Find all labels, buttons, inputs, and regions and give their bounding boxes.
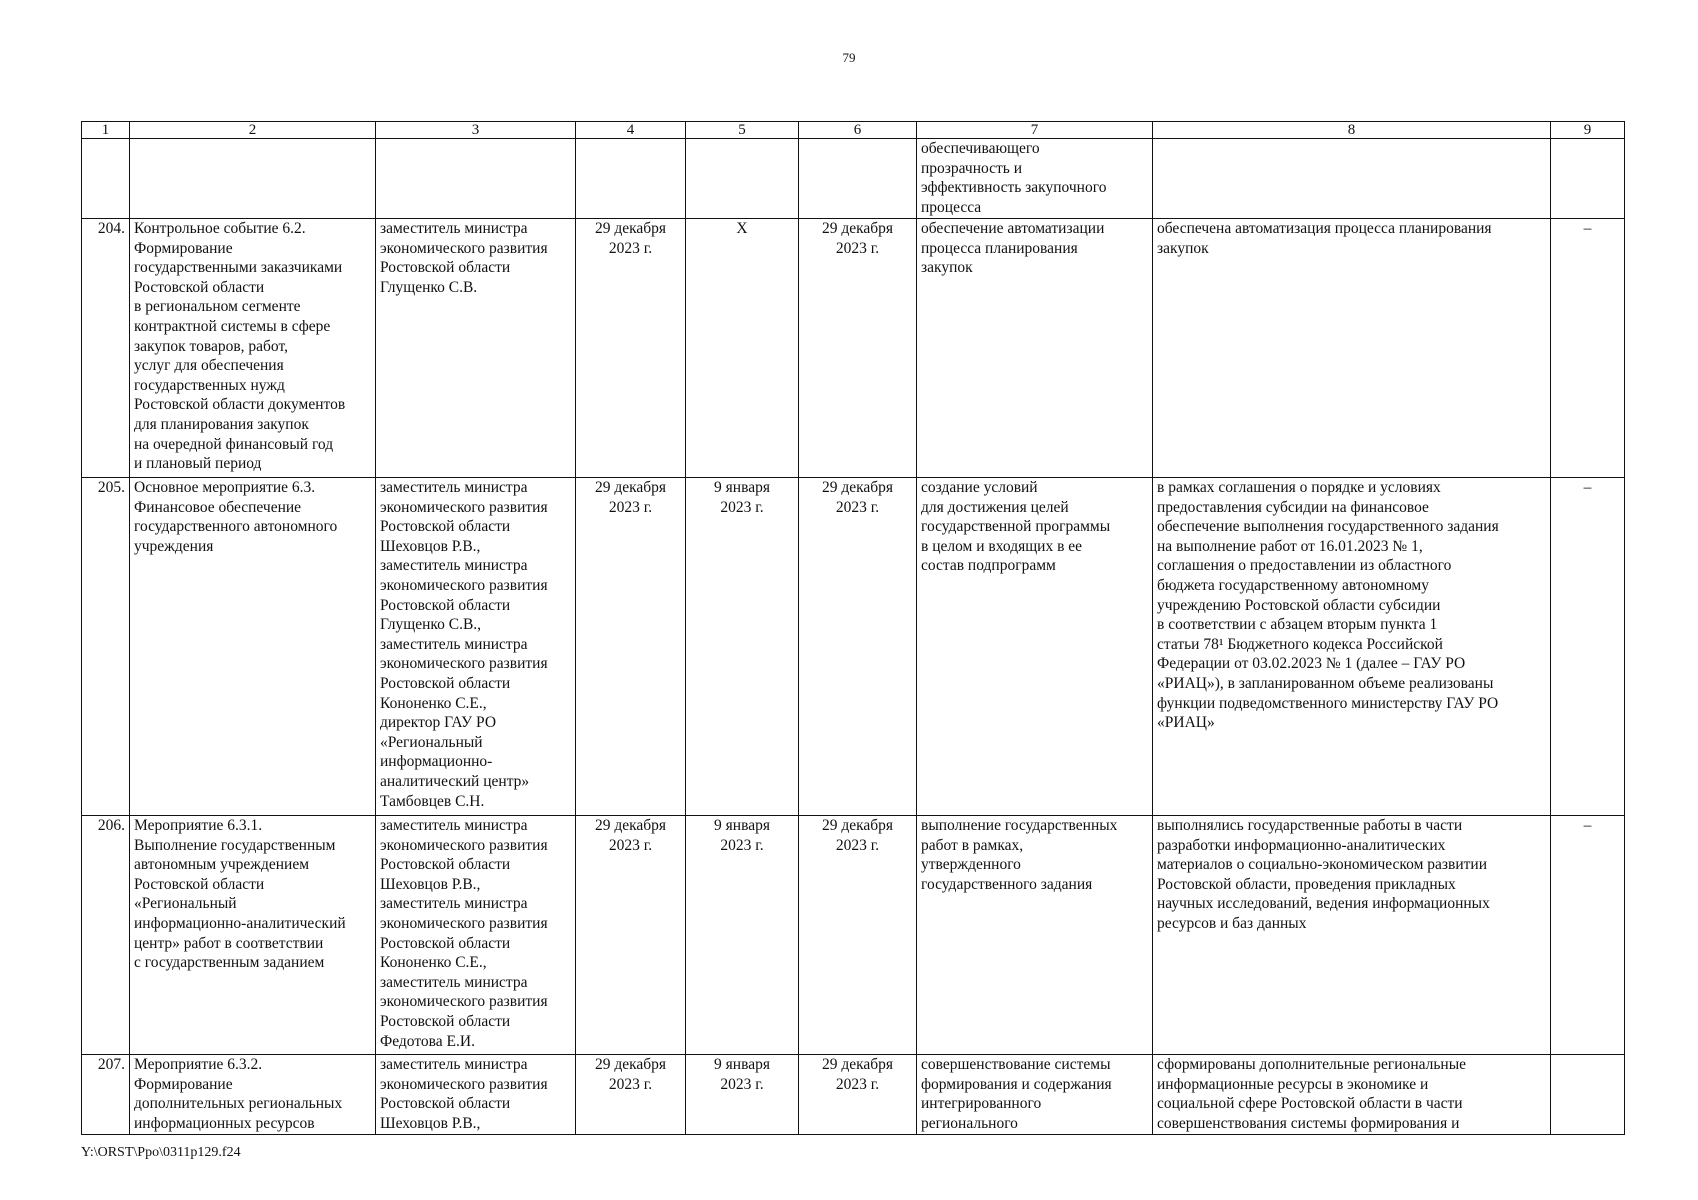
header-row xyxy=(82,122,1625,139)
file-path: Y:\ORST\Ppo\0311p129.f24 xyxy=(81,1145,241,1160)
date-plan: 29 декабря 2023 г. xyxy=(576,816,686,1055)
report-table xyxy=(81,121,1625,1135)
result-fact: обеспечена автоматизация процесса планирования закупок xyxy=(1153,219,1551,478)
result-fact xyxy=(1153,139,1551,219)
date-start: 9 января 2023 г. xyxy=(686,816,799,1055)
header-col-5: 5 xyxy=(686,122,799,139)
table-row xyxy=(82,478,1625,816)
result-fact: выполнялись государственные работы в части разработки информационно-аналитических материалов о социально-экономическом развитии Ростовской области, проведения прикладных научных исследований, ведения информационных ресурсов и баз данных xyxy=(1153,816,1551,1055)
header-col-6: 6 xyxy=(799,122,917,139)
page-number: 79 xyxy=(842,50,856,65)
result-fact: в рамках соглашения о порядке и условиях предоставления субсидии на финансовое обеспечение выполнения государственного задания на выполнение работ от 16.01.2023 № 1, соглашения о предоставлении из областного бюджета государственному автономному учреждению Ростовской области субсидии в соответствии с абзацем вторым пункта 1 статьи 78¹ Бюджетного кодекса Российской Федерации от 03.02.2023 № 1 (далее – ГАУ РО «РИАЦ»), в запланированном объеме реализованы функции подведомственного министерству ГАУ РО «РИАЦ» xyxy=(1153,478,1551,816)
row-number: 204. xyxy=(82,219,130,478)
responsible xyxy=(376,139,576,219)
result-plan: выполнение государственных работ в рамках, утвержденного государственного задания xyxy=(917,816,1153,1055)
date-start: 9 января 2023 г. xyxy=(686,1055,799,1135)
event-name: Мероприятие 6.3.2. Формирование дополнительных региональных информационных ресурсов xyxy=(130,1055,376,1135)
table-row xyxy=(82,219,1625,478)
date-plan: 29 декабря 2023 г. xyxy=(576,478,686,816)
date-end: 29 декабря 2023 г. xyxy=(799,816,917,1055)
note: – xyxy=(1551,219,1625,478)
header-col-9: 9 xyxy=(1551,122,1625,139)
date-start: Х xyxy=(686,219,799,478)
result-plan: обеспечивающего прозрачность и эффективность закупочного процесса xyxy=(917,139,1153,219)
date-start: 9 января 2023 г. xyxy=(686,478,799,816)
row-number: 205. xyxy=(82,478,130,816)
event-name: Контрольное событие 6.2. Формирование государственными заказчиками Ростовской области в региональном сегменте контрактной системы в сфере закупок товаров, работ, услуг для обеспечения государственных нужд Ростовской области документов для планирования закупок на очередной финансовый год и плановый период xyxy=(130,219,376,478)
date-end: 29 декабря 2023 г. xyxy=(799,219,917,478)
responsible: заместитель министра экономического развития Ростовской области Шеховцов Р.В., заместитель министра экономического развития Ростовской области Глущенко С.В., заместитель министра экономического развития Ростовской области Кононенко С.Е., директор ГАУ РО «Региональный информационно- аналитический центр» Тамбовцев С.Н. xyxy=(376,478,576,816)
date-plan: 29 декабря 2023 г. xyxy=(576,1055,686,1135)
responsible: заместитель министра экономического развития Ростовской области Шеховцов Р.В., xyxy=(376,1055,576,1135)
note: – xyxy=(1551,478,1625,816)
date-plan xyxy=(576,139,686,219)
result-fact: сформированы дополнительные региональные информационные ресурсы в экономике и социальной сфере Ростовской области в части совершенствования системы формирования и xyxy=(1153,1055,1551,1135)
event-name: Мероприятие 6.3.1. Выполнение государственным автономным учреждением Ростовской области «Региональный информационно-аналитический центр» работ в соответствии с государственным заданием xyxy=(130,816,376,1055)
header-col-4: 4 xyxy=(576,122,686,139)
note xyxy=(1551,139,1625,219)
date-end: 29 декабря 2023 г. xyxy=(799,478,917,816)
date-end: 29 декабря 2023 г. xyxy=(799,1055,917,1135)
responsible: заместитель министра экономического развития Ростовской области Глущенко С.В. xyxy=(376,219,576,478)
header-col-8: 8 xyxy=(1153,122,1551,139)
date-start xyxy=(686,139,799,219)
responsible: заместитель министра экономического развития Ростовской области Шеховцов Р.В., заместитель министра экономического развития Ростовской области Кононенко С.Е., заместитель министра экономического развития Ростовской области Федотова Е.И. xyxy=(376,816,576,1055)
note: – xyxy=(1551,816,1625,1055)
result-plan: обеспечение автоматизации процесса планирования закупок xyxy=(917,219,1153,478)
result-plan: создание условий для достижения целей государственной программы в целом и входящих в ее состав подпрограмм xyxy=(917,478,1153,816)
row-number xyxy=(82,139,130,219)
table-row xyxy=(82,1055,1625,1135)
header-col-2: 2 xyxy=(130,122,376,139)
table-row xyxy=(82,139,1625,219)
row-number: 207. xyxy=(82,1055,130,1135)
table-row xyxy=(82,816,1625,1055)
date-plan: 29 декабря 2023 г. xyxy=(576,219,686,478)
header-col-1: 1 xyxy=(82,122,130,139)
row-number: 206. xyxy=(82,816,130,1055)
header-col-3: 3 xyxy=(376,122,576,139)
result-plan: совершенствование системы формирования и содержания интегрированного регионального xyxy=(917,1055,1153,1135)
event-name xyxy=(130,139,376,219)
date-end xyxy=(799,139,917,219)
event-name: Основное мероприятие 6.3. Финансовое обеспечение государственного автономного учреждения xyxy=(130,478,376,816)
header-col-7: 7 xyxy=(917,122,1153,139)
note xyxy=(1551,1055,1625,1135)
